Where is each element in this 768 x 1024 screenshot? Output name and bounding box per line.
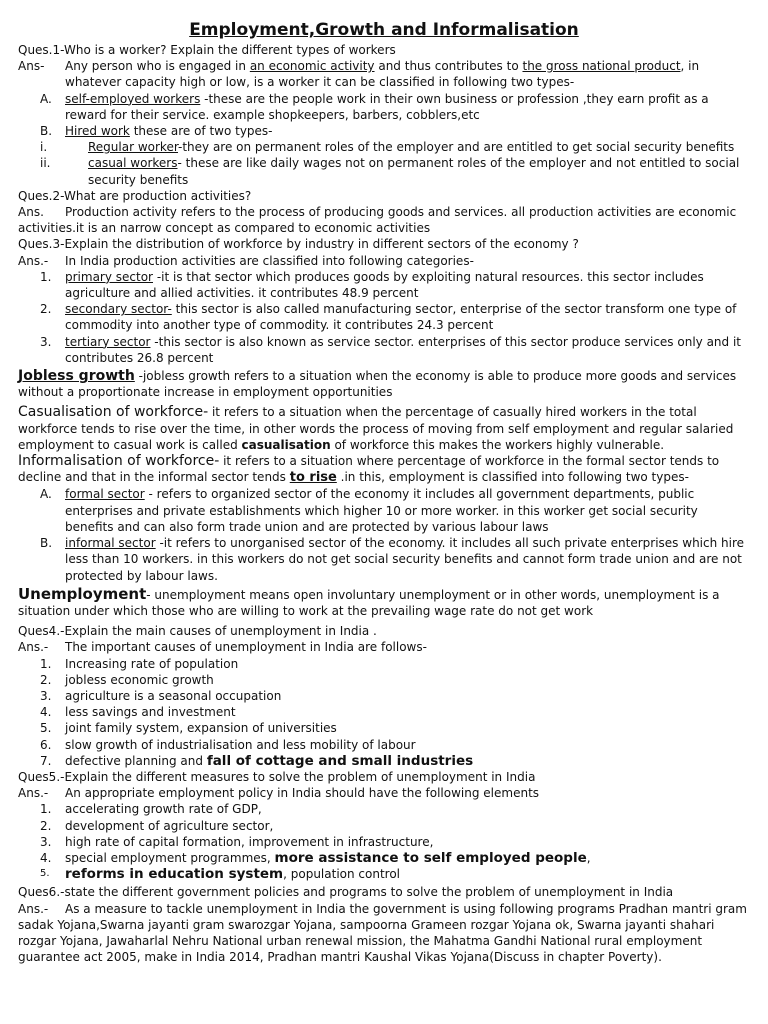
list-marker: 1. xyxy=(40,656,52,671)
bold-term: more assistance to self employed people xyxy=(274,849,587,866)
answer-6 xyxy=(18,901,750,966)
paragraph-text: it refers to a situation where percentage of workforce in the formal sector tends to decline and that in the informal sector tends xyxy=(18,454,720,485)
answer-label: Ans.- xyxy=(18,786,49,801)
question-3: Ques.3-Explain the distribution of workforce by industry in different sectors of the economy ? xyxy=(18,237,579,252)
list-marker: 3. xyxy=(40,688,52,703)
item-text: special employment programmes, xyxy=(65,850,275,865)
answer-3 xyxy=(18,253,750,269)
item-text: less savings and investment xyxy=(65,705,236,720)
paragraph-text: -jobless growth refers to a situation when the economy is able to produce more goods and services without a proportionate increase in employment opportunities xyxy=(18,369,737,400)
list-item xyxy=(18,269,750,301)
item-text: - refers to organized sector of the economy it includes all government departments, public enterprises and private establishments which higher 10 or more worker. in this worker get social security benefits and can also form trade union and are protected by various labour laws xyxy=(65,487,698,534)
answer-1 xyxy=(18,58,750,90)
section-term: Unemployment xyxy=(18,584,147,603)
underlined-term: casual workers xyxy=(88,156,178,171)
list-marker: 5. xyxy=(40,868,50,880)
list-item xyxy=(18,123,750,139)
underlined-term: informal sector xyxy=(65,536,156,551)
item-text: high rate of capital formation, improvement in infrastructure, xyxy=(65,834,434,849)
paragraph-text: - unemployment means open involuntary unemployment or in other words, unemployment is a situation under which those who are willing to work at the prevailing wage rate do not get work xyxy=(18,587,720,618)
answer-label: Ans- xyxy=(18,59,45,74)
section-term: Casualisation of workforce- xyxy=(18,404,209,421)
item-text: -these are the people work in their own business or profession ,they earn profit as a reward for their service. example shopkeepers, barbers, cobblers,etc xyxy=(65,91,709,122)
item-text: agriculture is a seasonal occupation xyxy=(65,688,282,703)
bold-term: fall of cottage and small industries xyxy=(206,752,474,769)
answer-label: Ans.- xyxy=(18,253,49,268)
question-6: Ques6.-state the different government policies and programs to solve the problem of unemployment in India xyxy=(18,885,674,900)
underlined-term: an economic activity xyxy=(249,59,375,74)
list-marker: 7. xyxy=(40,753,52,768)
list-item xyxy=(18,672,750,688)
item-text: development of agriculture sector, xyxy=(65,818,274,833)
answer-4 xyxy=(18,639,750,655)
item-text: these are of two types- xyxy=(129,124,273,139)
answer-label: Ans. xyxy=(18,205,44,220)
casualisation-paragraph xyxy=(18,404,750,453)
list-item xyxy=(18,850,750,866)
list-marker: ii. xyxy=(40,156,51,171)
item-text: -it refers to unorganised sector of the economy. it includes all such private enterprises which hire less than 10 workers. in this workers do not get social security benefits and cannot form trade union and are not protected by labour laws. xyxy=(65,536,745,583)
question-5: Ques5.-Explain the different measures to solve the problem of unemployment in India xyxy=(18,769,536,784)
list-marker: 4. xyxy=(40,705,52,720)
item-text: -this sector is also known as service sector. enterprises of this sector produce services only and it contributes 26.8 percent xyxy=(65,334,741,365)
underlined-term: tertiary sector xyxy=(65,334,151,349)
list-item xyxy=(18,535,750,584)
item-text: jobless economic growth xyxy=(65,672,214,687)
sub-list-item xyxy=(18,155,750,187)
unemployment-paragraph xyxy=(18,586,750,619)
bold-term: to rise xyxy=(289,470,337,486)
list-item xyxy=(18,834,750,850)
list-marker: 5. xyxy=(40,721,52,736)
item-text: joint family system, expansion of universities xyxy=(65,721,337,736)
question-2: Ques.2-What are production activities? xyxy=(18,188,252,203)
list-item xyxy=(18,688,750,704)
underlined-term: Hired work xyxy=(65,124,130,139)
list-item xyxy=(18,801,750,817)
list-marker: B. xyxy=(40,536,53,551)
list-item xyxy=(18,656,750,672)
item-text: this sector is also called manufacturing sector, enterprise of the sector transform one type of commodity into another type of commodity. it contributes 24.3 percent xyxy=(65,302,737,333)
list-item xyxy=(18,818,750,834)
answer-text: Any person who is engaged in xyxy=(65,59,250,74)
bold-term: reforms in education system xyxy=(65,866,284,883)
jobless-growth-paragraph xyxy=(18,368,750,400)
paragraph-text: .in this, employment is classified into following two types- xyxy=(336,470,689,485)
answer-2 xyxy=(18,204,750,236)
list-marker: 3. xyxy=(40,334,52,349)
item-text: , xyxy=(586,850,591,865)
list-marker: i. xyxy=(40,140,48,155)
underlined-term: secondary sector- xyxy=(65,302,172,317)
list-item xyxy=(18,737,750,753)
underlined-term: formal sector xyxy=(65,487,145,502)
item-text: slow growth of industrialisation and less mobility of labour xyxy=(65,737,416,752)
answer-text: and thus contributes to xyxy=(374,59,523,74)
list-marker: 3. xyxy=(40,834,52,849)
item-text: accelerating growth rate of GDP, xyxy=(65,802,262,817)
list-marker: B. xyxy=(40,124,53,139)
answer-text: , in whatever capacity high or low, is a worker it can be classified in following two types- xyxy=(65,59,700,90)
document-title: Employment,Growth and Informalisation xyxy=(189,20,579,40)
list-item xyxy=(18,334,750,366)
list-marker: A. xyxy=(40,487,52,502)
underlined-term: the gross national product xyxy=(522,59,681,74)
item-text: , population control xyxy=(283,867,401,882)
list-marker: 4. xyxy=(40,850,52,865)
bold-term: casualisation xyxy=(241,437,331,452)
list-marker: 2. xyxy=(40,818,52,833)
list-item xyxy=(18,753,750,769)
answer-label: Ans.- xyxy=(18,901,49,916)
list-marker: 1. xyxy=(40,802,52,817)
list-item xyxy=(18,720,750,736)
item-text: defective planning and xyxy=(65,753,207,768)
answer-text: Production activity refers to the process of producing goods and services. all production activities are economic activities.it is an narrow concept as compared to economic activities xyxy=(18,205,737,236)
question-4: Ques4.-Explain the main causes of unemployment in India . xyxy=(18,624,377,639)
answer-text: An appropriate employment policy in India should have the following elements xyxy=(65,786,540,801)
list-marker: 2. xyxy=(40,302,52,317)
list-item xyxy=(18,301,750,333)
informalisation-paragraph xyxy=(18,453,750,486)
item-text: Increasing rate of population xyxy=(65,656,239,671)
list-item xyxy=(18,91,750,123)
list-item xyxy=(18,704,750,720)
item-text: -it is that sector which produces goods by exploiting natural resources. this sector includes agriculture and allied activities. it contributes 48.9 percent xyxy=(65,269,704,301)
answer-label: Ans.- xyxy=(18,640,49,655)
question-1: Ques.1-Who is a worker? Explain the different types of workers xyxy=(18,43,396,57)
paragraph-text: it refers to a situation when the percentage of casually hired workers in the total workforce tends to rise over the time, in other words the process of moving from self employment and regular salaried employment to casual work is called xyxy=(18,405,734,452)
answer-5 xyxy=(18,785,750,801)
section-term: Informalisation of workforce- xyxy=(18,453,220,470)
underlined-term: self-employed workers xyxy=(65,91,201,106)
paragraph-text: of workforce this makes the workers highly vulnerable. xyxy=(330,437,665,452)
list-marker: 2. xyxy=(40,672,52,687)
list-marker: A. xyxy=(40,91,52,106)
list-marker: 6. xyxy=(40,737,52,752)
item-text: - these are like daily wages not on permanent roles of the employer and not entitled to social security benefits xyxy=(88,156,740,187)
answer-text: The important causes of unemployment in India are follows- xyxy=(65,640,427,655)
list-item xyxy=(18,486,750,535)
sub-list-item xyxy=(18,139,750,155)
document-page xyxy=(18,18,750,965)
answer-text: In India production activities are classified into following categories- xyxy=(65,253,474,268)
section-term: Jobless growth xyxy=(18,368,135,385)
list-item xyxy=(18,866,750,882)
underlined-term: primary sector xyxy=(65,269,153,284)
item-text: -they are on permanent roles of the employer and are entitled to get social security benefits xyxy=(178,140,735,155)
list-marker: 1. xyxy=(40,269,52,284)
underlined-term: Regular worker xyxy=(88,140,178,155)
answer-text: As a measure to tackle unemployment in India the government is using following programs Pradhan mantri gram sadak Yojana,Swarna jayanti gram swarozgar Yojana, sampoorna Grameen rozgar Yojana ok, Swarna jayanti shahari rozgar Yojana, Jawaharlal Nehru National urban renewal mission, the Mahatma Gandhi National rural employment guarantee act 2005, make in India 2014, Pradhan mantri Kaushal Vikas Yojana(Discuss in chapter Poverty). xyxy=(18,901,747,965)
